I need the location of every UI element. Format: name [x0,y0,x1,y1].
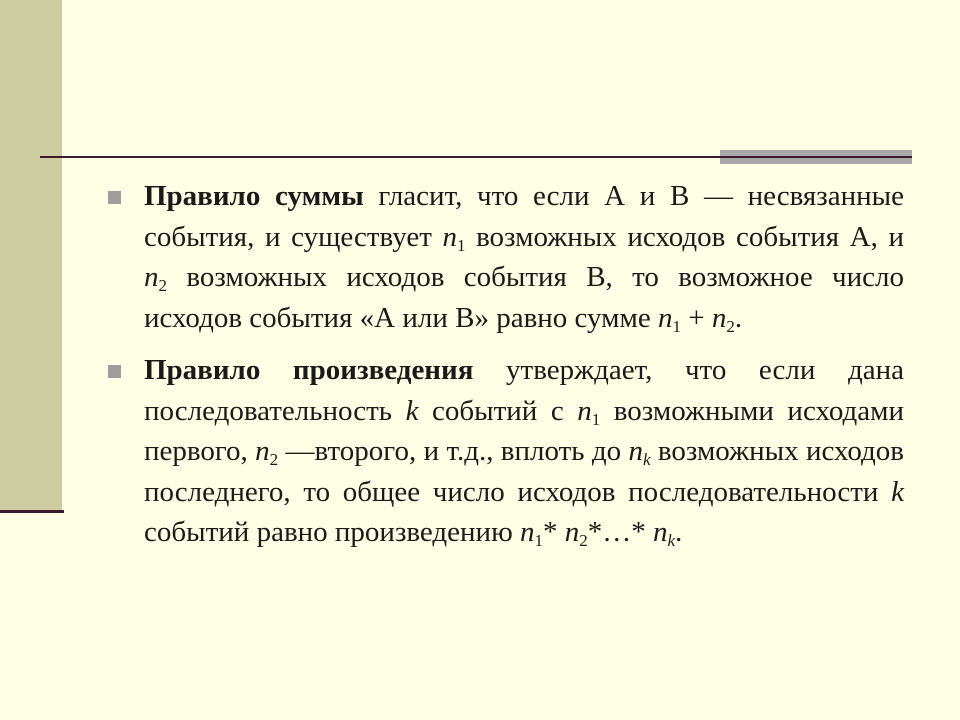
rule-product-title: Правило произведения [144,354,474,386]
subscript: 1 [456,235,466,255]
variable: n [144,261,159,293]
bullet-icon [108,191,121,204]
subscript: 1 [534,531,543,550]
accent-bar [720,150,912,164]
subscript: 2 [579,531,588,550]
text: событий равно произведению [144,516,520,548]
variable: n [577,394,592,427]
subscript: k [643,450,651,469]
variable: n [628,435,643,467]
subscript: 2 [269,450,279,469]
text: * [543,516,565,548]
variable: k [891,475,904,508]
variable: n [255,435,270,467]
rule-sum-title: Правило суммы [144,180,364,212]
text: возможных исходов события В, то возможное число исходов события «А или В» равно сумме [144,261,904,334]
subscript: k [667,531,676,550]
subscript: 1 [672,316,681,336]
rule-sum [108,176,904,338]
variable: n [653,516,668,548]
side-band [0,0,62,512]
text: возможными исходами первого, [144,394,904,467]
variable: k [405,394,419,427]
subscript: 2 [158,276,167,295]
slide-content [108,176,904,565]
variable: n [564,516,580,548]
variable: n [520,516,535,548]
text: —второго, и т.д., вплоть до [278,435,629,467]
variable: n [657,301,673,334]
text: возможных исходов последнего, то общее число исходов последовательности [144,435,904,508]
text: + [680,301,712,334]
variable: n [442,220,457,253]
subscript: 1 [591,409,601,429]
text: . [734,301,743,334]
text: *…* [587,516,653,548]
bullet-icon [108,365,121,378]
text: гласит, что если А и В — несвязанные события, и существует [144,180,904,253]
variable: n [711,301,727,334]
side-divider [0,510,64,513]
text: событий с [418,394,578,427]
text: . [675,516,683,548]
rule-product [108,350,904,553]
text: утверждает, что если дана последовательность [144,354,904,427]
subscript: 2 [726,316,735,336]
text: возможных исходов события А, и [465,220,904,253]
